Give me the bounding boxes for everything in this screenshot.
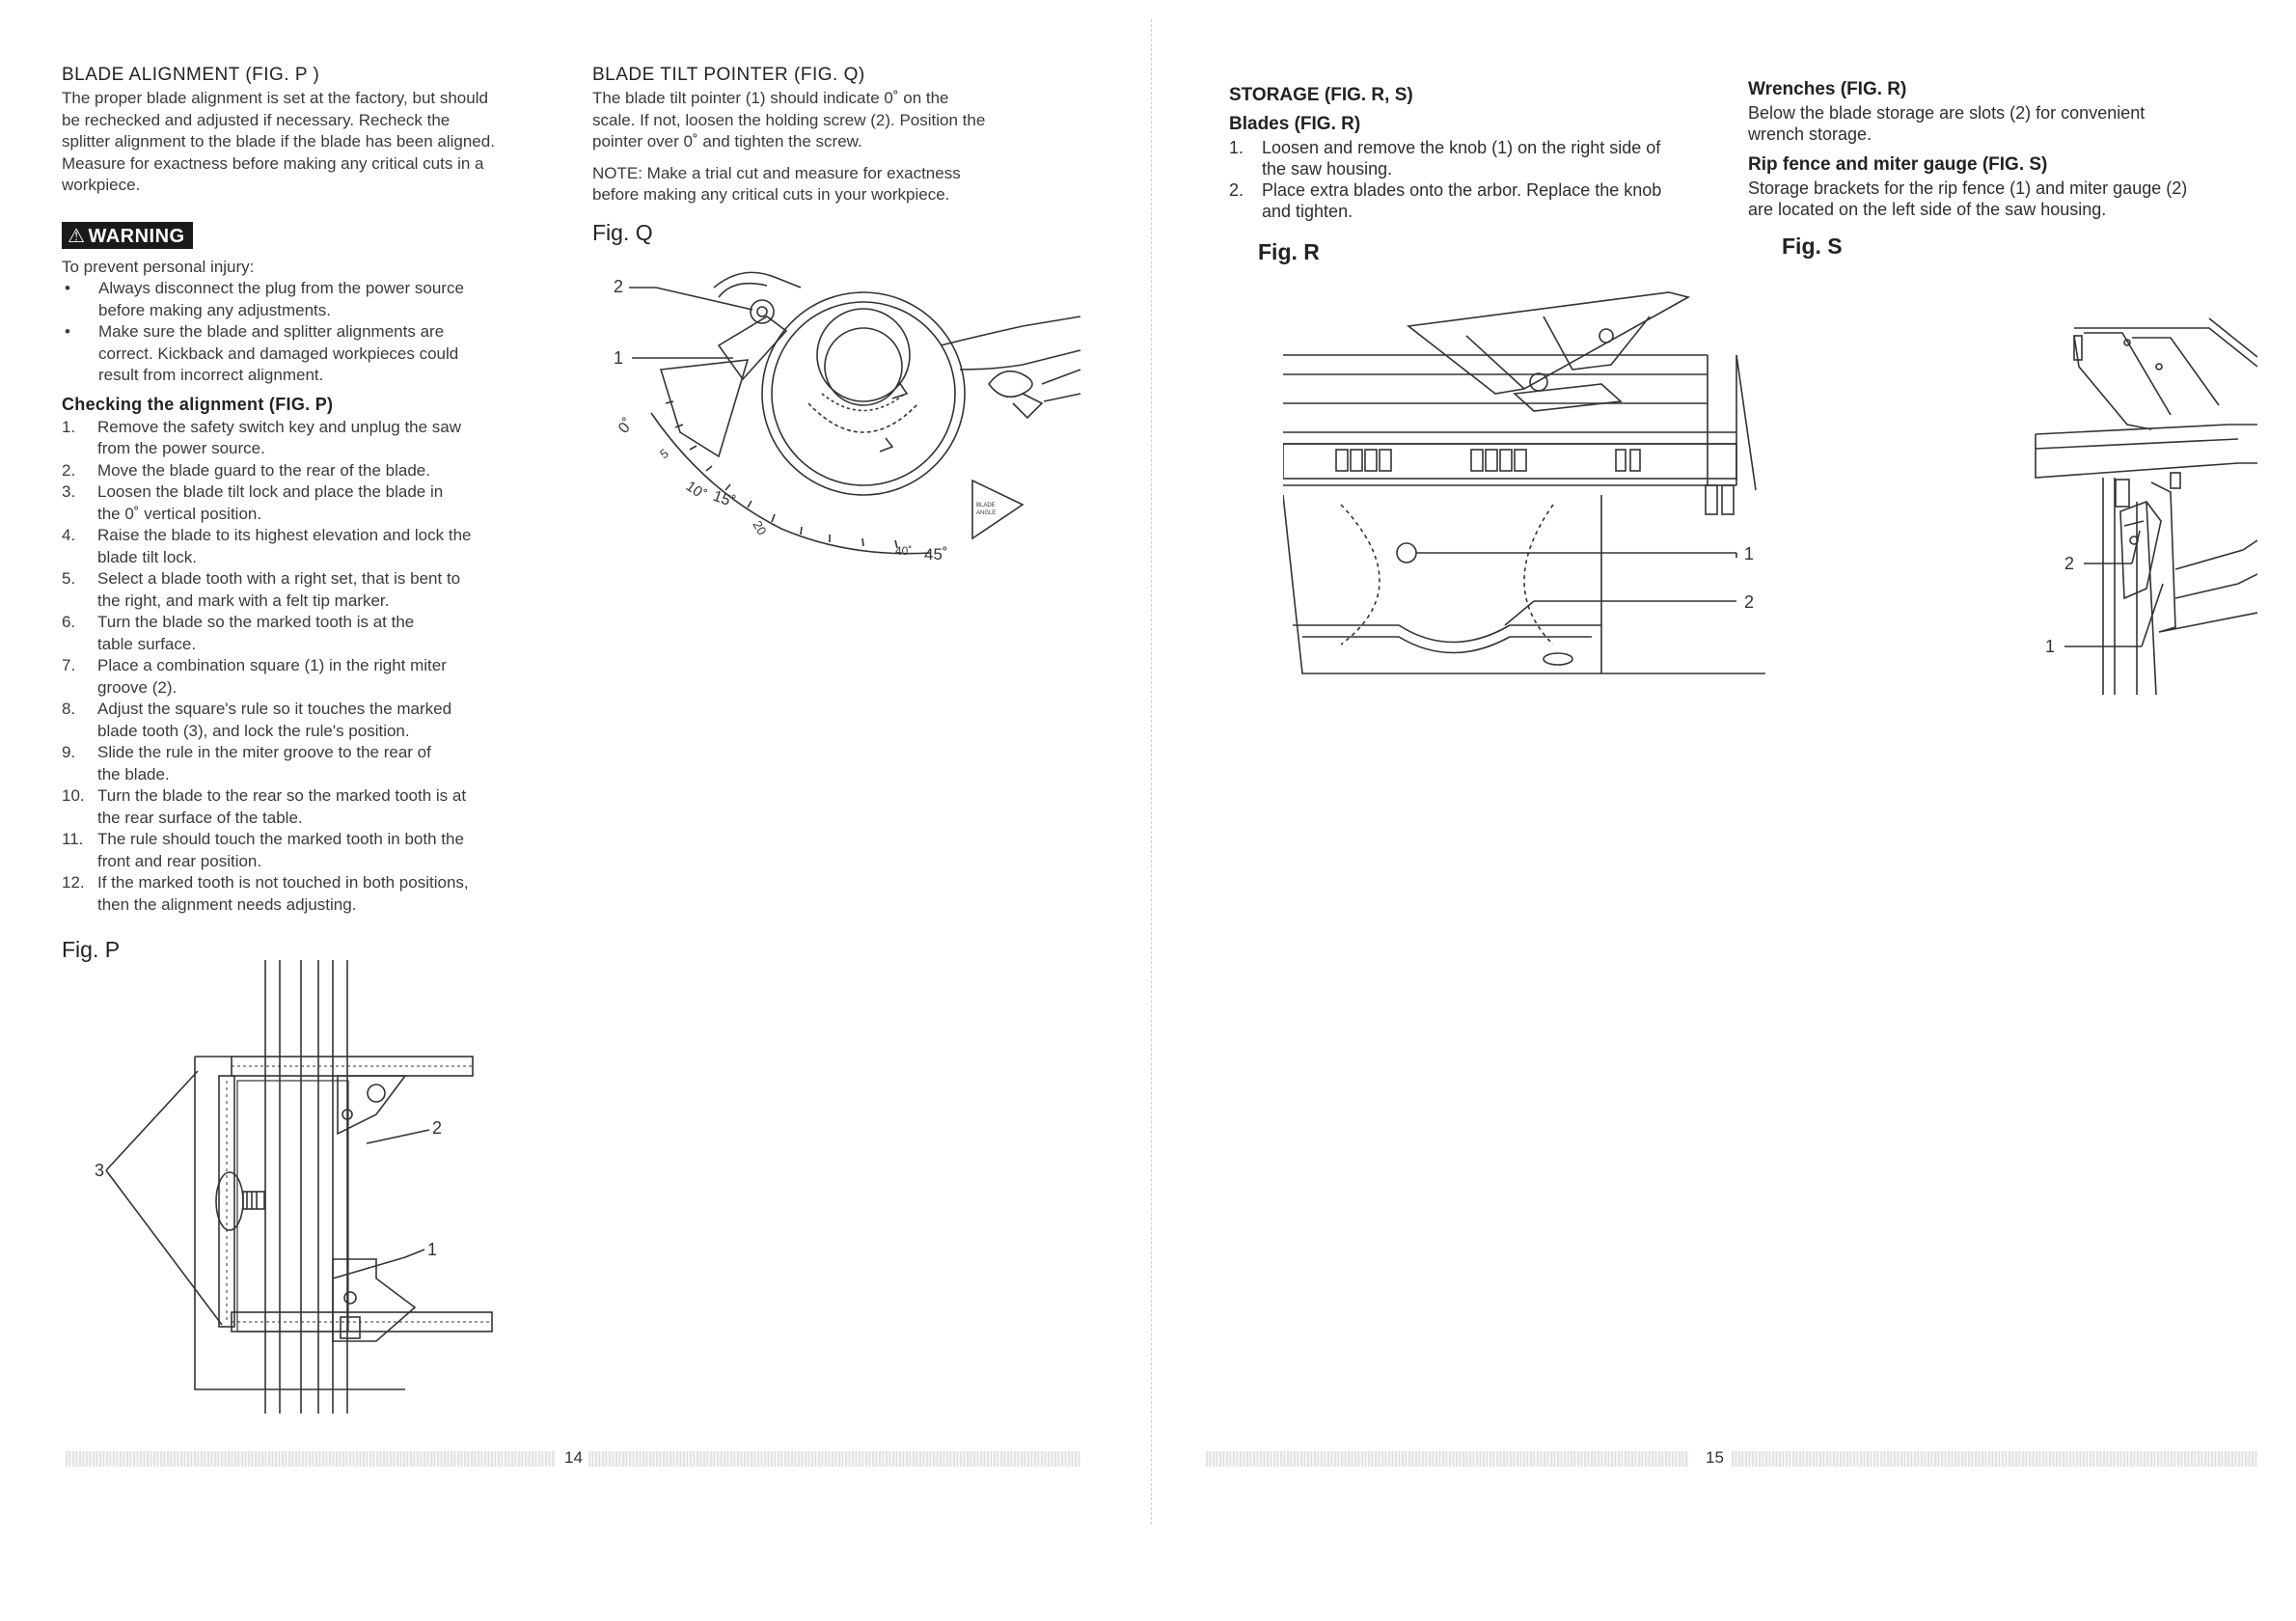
fig-s-illustration (1910, 309, 2257, 695)
step-text: Raise the blade to its highest elevation and lock the (97, 526, 472, 544)
right-page (1148, 0, 2296, 1621)
step-text: blade tooth (3), and lock the rule's position. (97, 721, 410, 740)
step-item (1229, 137, 1711, 179)
warning-bullet: • Make sure the blade and splitter alignments are correct. Kickback and damaged workpieces could result from incorrect alignment. (62, 321, 563, 387)
checking-alignment-heading: Checking the alignment (FIG. P) (62, 394, 334, 414)
warning-badge: ⚠ WARNING (62, 222, 193, 249)
fig-p-label: Fig. P (62, 937, 121, 962)
warning-intro: To prevent personal injury: (62, 257, 255, 276)
fig-q-callout-1: 1 (614, 348, 624, 368)
blade-tilt-note: NOTE: Make a trial cut and measure for exactness before making any critical cuts in your workpiece. (592, 163, 961, 204)
step-text: Turn the blade to the rear so the marked tooth is at (97, 786, 467, 805)
footer-band-right (1206, 1451, 1688, 1467)
blade-alignment-heading: BLADE ALIGNMENT (FIG. P ) (62, 65, 320, 85)
blade-storage-steps (1229, 137, 1711, 222)
fig-p-callout-2: 2 (432, 1118, 443, 1138)
fig-p-illustration (87, 960, 511, 1414)
step-text: Place extra blades onto the arbor. Replace the knob (1262, 180, 1662, 200)
step-number: 2. (1229, 180, 1244, 200)
warning-triangle-icon: ⚠ (68, 225, 86, 247)
storage-section (1229, 85, 1711, 265)
fig-s-callout-1: 1 (2045, 637, 2056, 656)
fig-p-callout-3: 3 (95, 1161, 105, 1180)
step-item (62, 872, 563, 916)
alignment-steps (62, 417, 563, 917)
step-text: and tighten. (1262, 202, 1353, 221)
wrenches-section (1748, 79, 2269, 260)
scale-label-20: 20 (750, 518, 770, 538)
footer-band-left (66, 1451, 556, 1467)
step-number: 10. (62, 786, 85, 805)
step-text: front and rear position. (97, 851, 262, 870)
step-item (62, 785, 563, 829)
fig-r-callout-2: 2 (1744, 592, 1755, 612)
step-number: 3. (62, 482, 76, 501)
rip-fence-body: Storage brackets for the rip fence (1) and miter gauge (2) are located on the left side of the saw housing. (1748, 179, 2188, 219)
scale-label-15: 15˚ (710, 487, 738, 511)
step-text: from the power source. (97, 439, 265, 457)
step-item (62, 417, 563, 460)
blades-heading: Blades (FIG. R) (1229, 114, 1361, 134)
fig-q-callout-2: 2 (614, 277, 624, 296)
blade-tilt-heading: BLADE TILT POINTER (FIG. Q) (592, 65, 865, 85)
rip-fence-heading: Rip fence and miter gauge (FIG. S) (1748, 154, 2048, 175)
step-item (62, 742, 563, 785)
scale-label-0: 0˚ (615, 415, 638, 437)
blade-tilt-body: The blade tilt pointer (1) should indicate 0˚ on the scale. If not, loosen the holding screw (2). Position the pointer over 0˚ and tighten the screw. (592, 89, 986, 151)
fig-q-label: Fig. Q (592, 219, 653, 245)
blade-alignment-section (62, 65, 563, 963)
step-text: the rear surface of the table. (97, 808, 303, 827)
blade-alignment-intro: The proper blade alignment is set at the factory, but should be rechecked and adjusted if necessary. Recheck the splitter alignment to the blade if the blade has been aligned. Measure for exactness before making any critical cuts in a workpiece. (62, 89, 495, 194)
page-number-15: 15 (1706, 1448, 1724, 1467)
step-text: Select a blade tooth with a right set, that is bent to (97, 569, 461, 588)
wrenches-heading: Wrenches (FIG. R) (1748, 79, 1907, 99)
step-item (62, 612, 563, 655)
scale-label-5: 5 (657, 446, 671, 462)
step-text: the saw housing. (1262, 159, 1393, 179)
fig-s-callout-2: 2 (2064, 554, 2075, 573)
step-number: 9. (62, 743, 76, 761)
step-text: blade tilt lock. (97, 547, 197, 566)
fig-q-illustration (598, 259, 1100, 577)
step-text: the right, and mark with a felt tip marker. (97, 591, 390, 610)
step-item (62, 568, 563, 612)
step-item (62, 829, 563, 872)
step-number: 12. (62, 873, 85, 892)
step-text: Loosen and remove the knob (1) on the right side of (1262, 138, 1661, 157)
step-text: Adjust the square's rule so it touches the marked (97, 700, 452, 718)
warning-bullet: • Always disconnect the plug from the power source before making any adjustments. (62, 278, 563, 321)
step-text: The rule should touch the marked tooth in both the (97, 830, 464, 848)
step-text: Move the blade guard to the rear of the blade. (97, 460, 430, 480)
scale-label-45: 45˚ (924, 545, 948, 563)
step-text: Loosen the blade tilt lock and place the blade in (97, 482, 444, 501)
step-number: 2. (62, 460, 76, 480)
wrenches-body: Below the blade storage are slots (2) for convenient wrench storage. (1748, 103, 2146, 144)
step-text: the blade. (97, 764, 170, 783)
blade-angle-text-2: ANGLE (976, 510, 997, 516)
step-number: 4. (62, 526, 76, 544)
step-number: 1. (62, 417, 76, 436)
page-number-14: 14 (564, 1448, 583, 1467)
warning-list (62, 278, 563, 387)
blade-tilt-section (592, 65, 1094, 246)
step-item (62, 481, 563, 525)
fig-r-illustration (1283, 278, 1881, 693)
step-item (62, 655, 563, 699)
step-text: the 0˚ vertical position. (97, 504, 262, 523)
step-item (62, 699, 563, 742)
step-number: 5. (62, 569, 76, 588)
step-item (62, 525, 563, 568)
step-text: Place a combination square (1) in the right miter (97, 656, 447, 674)
footer-band-left-2 (588, 1451, 1080, 1467)
scale-label-10: 10˚ (682, 478, 710, 504)
fig-r-label: Fig. R (1258, 239, 1320, 264)
fig-r-callout-1: 1 (1744, 544, 1755, 563)
step-text: If the marked tooth is not touched in both positions, (97, 873, 469, 892)
step-text: Remove the safety switch key and unplug the saw (97, 417, 462, 436)
step-number: 7. (62, 656, 76, 674)
fig-s-label: Fig. S (1782, 234, 1843, 259)
footer-band-right-2 (1732, 1451, 2257, 1467)
step-number: 11. (62, 830, 84, 848)
step-item (1229, 179, 1711, 222)
blade-angle-text-1: BLADE (976, 503, 996, 508)
storage-heading: STORAGE (FIG. R, S) (1229, 85, 1413, 105)
scale-label-40: 40˚ (895, 544, 913, 558)
step-text: table surface. (97, 634, 197, 653)
step-number: 6. (62, 613, 76, 631)
fig-p-callout-1: 1 (427, 1240, 438, 1259)
step-item (62, 460, 563, 482)
step-number: 8. (62, 700, 76, 718)
step-text: Turn the blade so the marked tooth is at the (97, 613, 415, 631)
step-text: then the alignment needs adjusting. (97, 894, 357, 914)
step-number: 1. (1229, 138, 1244, 157)
step-text: Slide the rule in the miter groove to the rear of (97, 743, 431, 761)
step-text: groove (2). (97, 677, 178, 697)
